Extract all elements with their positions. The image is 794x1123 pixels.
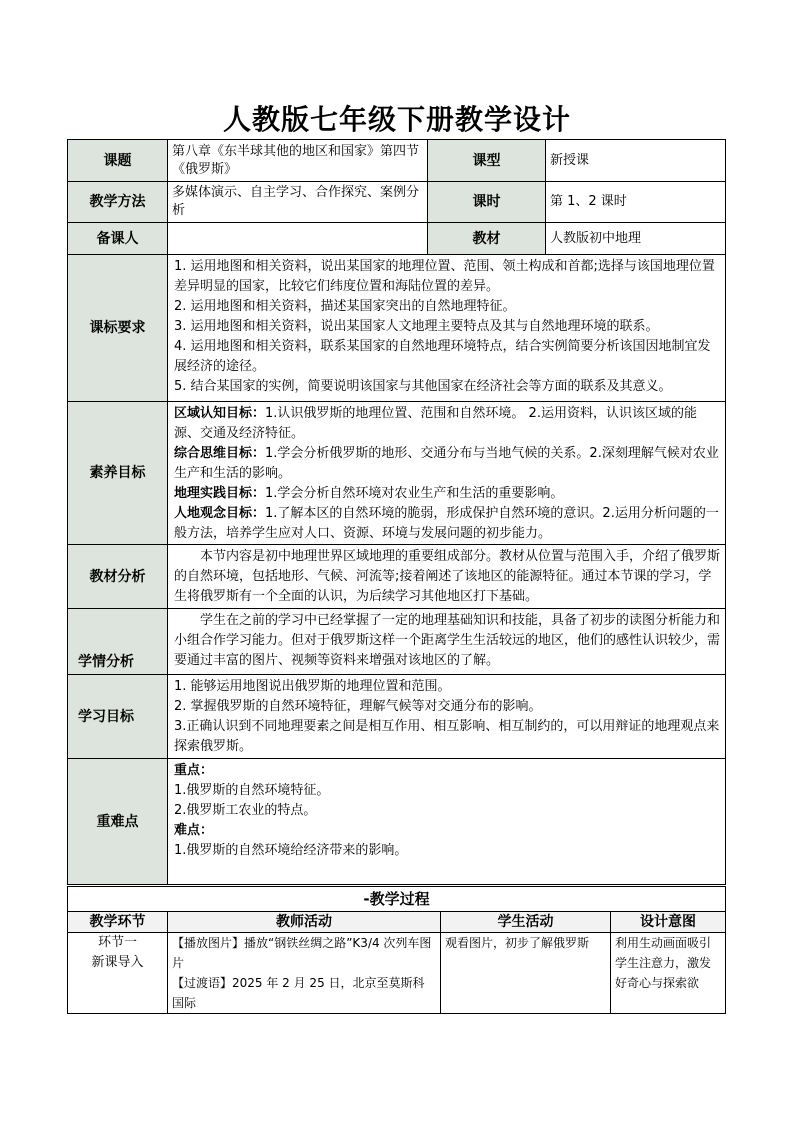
standards-item: 4. 运用地图和相关资料，联系某国家的自然地理环境特点，结合实例简要分析该国因地制宜发展经济的途径。 [174,339,711,374]
difficulty-item: 1.俄罗斯的自然环境给经济带来的影响。 [174,843,408,858]
student-analysis-content [168,609,726,675]
type-value: 新授课 [546,140,726,182]
literacy-item [174,504,721,544]
literacy-head: 人地观念目标： [174,506,266,521]
key-points-content [168,759,726,885]
teacher-line: 【过渡语】2025 年 2 月 25 日，北京至莫斯科国际 [172,976,425,1010]
document-title: 人教版七年级下册教学设计 [222,103,571,136]
learning-goal-item: 1. 能够运用地图说出俄罗斯的地理位置和范围。 [174,679,451,694]
key-head: 重点： [174,763,214,778]
teacher-line: 【播放图片】播放“钢铁丝绸之路”K3/4 次列车图片 [172,936,432,970]
literacy-text: 1.认识俄罗斯的地理位置、范围和自然环境。 2.运用资料，认识该区域的能源、交通及经济特征。 [174,406,697,441]
process-title: -教学过程 [68,887,726,912]
stage-line: 环节一 [97,935,137,950]
literacy-content [168,402,726,545]
textbook-label: 教材 [428,223,546,255]
standards-item: 5. 结合某国家的实例，简要说明该国家与其他国家在经济社会等方面的联系及其意义。 [174,379,672,394]
stage-line: 新课导入 [91,955,144,970]
process-stage [68,933,168,1014]
literacy-text: 1.学会分析自然环境对农业生产和生活的重要影响。 [265,486,564,501]
standards-content [168,255,726,402]
process-teacher-activity [168,933,441,1014]
learning-goals-content [168,675,726,759]
process-design-intent: 利用生动画面吸引学生注意力，激发好奇心与探索欲 [611,933,726,1014]
textbook-analysis-label: 教材分析 [68,545,168,609]
standards-item: 2. 运用地图和相关资料，描述某国家突出的自然地理特征。 [174,299,516,314]
method-label: 教学方法 [68,182,168,223]
literacy-head: 综合思维目标： [174,446,266,461]
process-header-intent: 设计意图 [611,912,726,933]
student-analysis-label: 学情分析 [68,609,168,675]
process-header-stage: 教学环节 [68,912,168,933]
literacy-item [174,444,721,484]
literacy-label: 素养目标 [68,402,168,545]
key-points-label: 重难点 [68,759,168,885]
textbook-analysis-text: 本节内容是初中地理世界区域地理的重要组成部分。教材从位置与范围入手，介绍了俄罗斯的自然环境，包括地形、气候、河流等;接着阐述了该地区的能源特征。通过本节课的学习，学生将俄罗斯有一个全面的认识，为后续学习其他地区打下基础。 [174,549,721,604]
difficulty-head: 难点： [174,823,214,838]
textbook-value: 人教版初中地理 [546,223,726,255]
literacy-head: 区域认知目标： [174,406,266,421]
hours-label: 课时 [428,182,546,223]
literacy-text: 1.学会分析俄罗斯的地形、交通分布与当地气候的关系。2.深刻理解气候对农业生产和生活的影响。 [174,446,719,481]
topic-value: 第八章《东半球其他的地区和国家》第四节《俄罗斯》 [168,140,428,182]
key-item: 2.俄罗斯工农业的特点。 [174,803,317,818]
learning-goal-item: 2. 掌握俄罗斯的自然环境特征，理解气候等对交通分布的影响。 [174,699,542,714]
standards-label: 课标要求 [68,255,168,402]
textbook-analysis-content [168,545,726,609]
learning-goals-label: 学习目标 [68,675,168,759]
process-student-activity: 观看图片，初步了解俄罗斯 [441,933,611,1014]
literacy-item [174,404,721,444]
literacy-head: 地理实践目标： [174,486,266,501]
process-header-teacher: 教师活动 [168,912,441,933]
student-analysis-text: 学生在之前的学习中已经掌握了一定的地理基础知识和技能，具备了初步的读图分析能力和小组合作学习能力。但对于俄罗斯这样一个距离学生生活较远的地区，他们的感性认识较少，需要通过丰富的图片、视频等资料来增强对该地区的了解。 [174,613,721,668]
preparer-label: 备课人 [68,223,168,255]
key-item: 1.俄罗斯的自然环境特征。 [174,783,330,798]
process-header-student: 学生活动 [441,912,611,933]
standards-item: 1. 运用地图和相关资料，说出某国家的地理位置、范围、领土构成和首都;选择与该国地理位置差异明显的国家，比较它们纬度位置和海陆位置的差异。 [174,259,715,294]
learning-goal-item: 3.正确认识到不同地理要素之间是相互作用、相互影响、相互制约的，可以用辩证的地理观点来探索俄罗斯。 [174,719,720,754]
literacy-text: 1.了解本区的自然环境的脆弱，形成保护自然环境的意识。2.运用分析问题的一般方法，培养学生应对人口、资源、环境与发展问题的初步能力。 [174,506,719,541]
teaching-process-table [67,886,726,1014]
literacy-item [174,484,721,504]
lesson-info-table [67,139,726,885]
hours-value: 第 1、2 课时 [546,182,726,223]
preparer-value [168,223,428,255]
standards-item: 3. 运用地图和相关资料，说出某国家人文地理主要特点及其与自然地理环境的联系。 [174,319,659,334]
type-label: 课型 [428,140,546,182]
method-value: 多媒体演示、自主学习、合作探究、案例分析 [168,182,428,223]
topic-label: 课题 [68,140,168,182]
